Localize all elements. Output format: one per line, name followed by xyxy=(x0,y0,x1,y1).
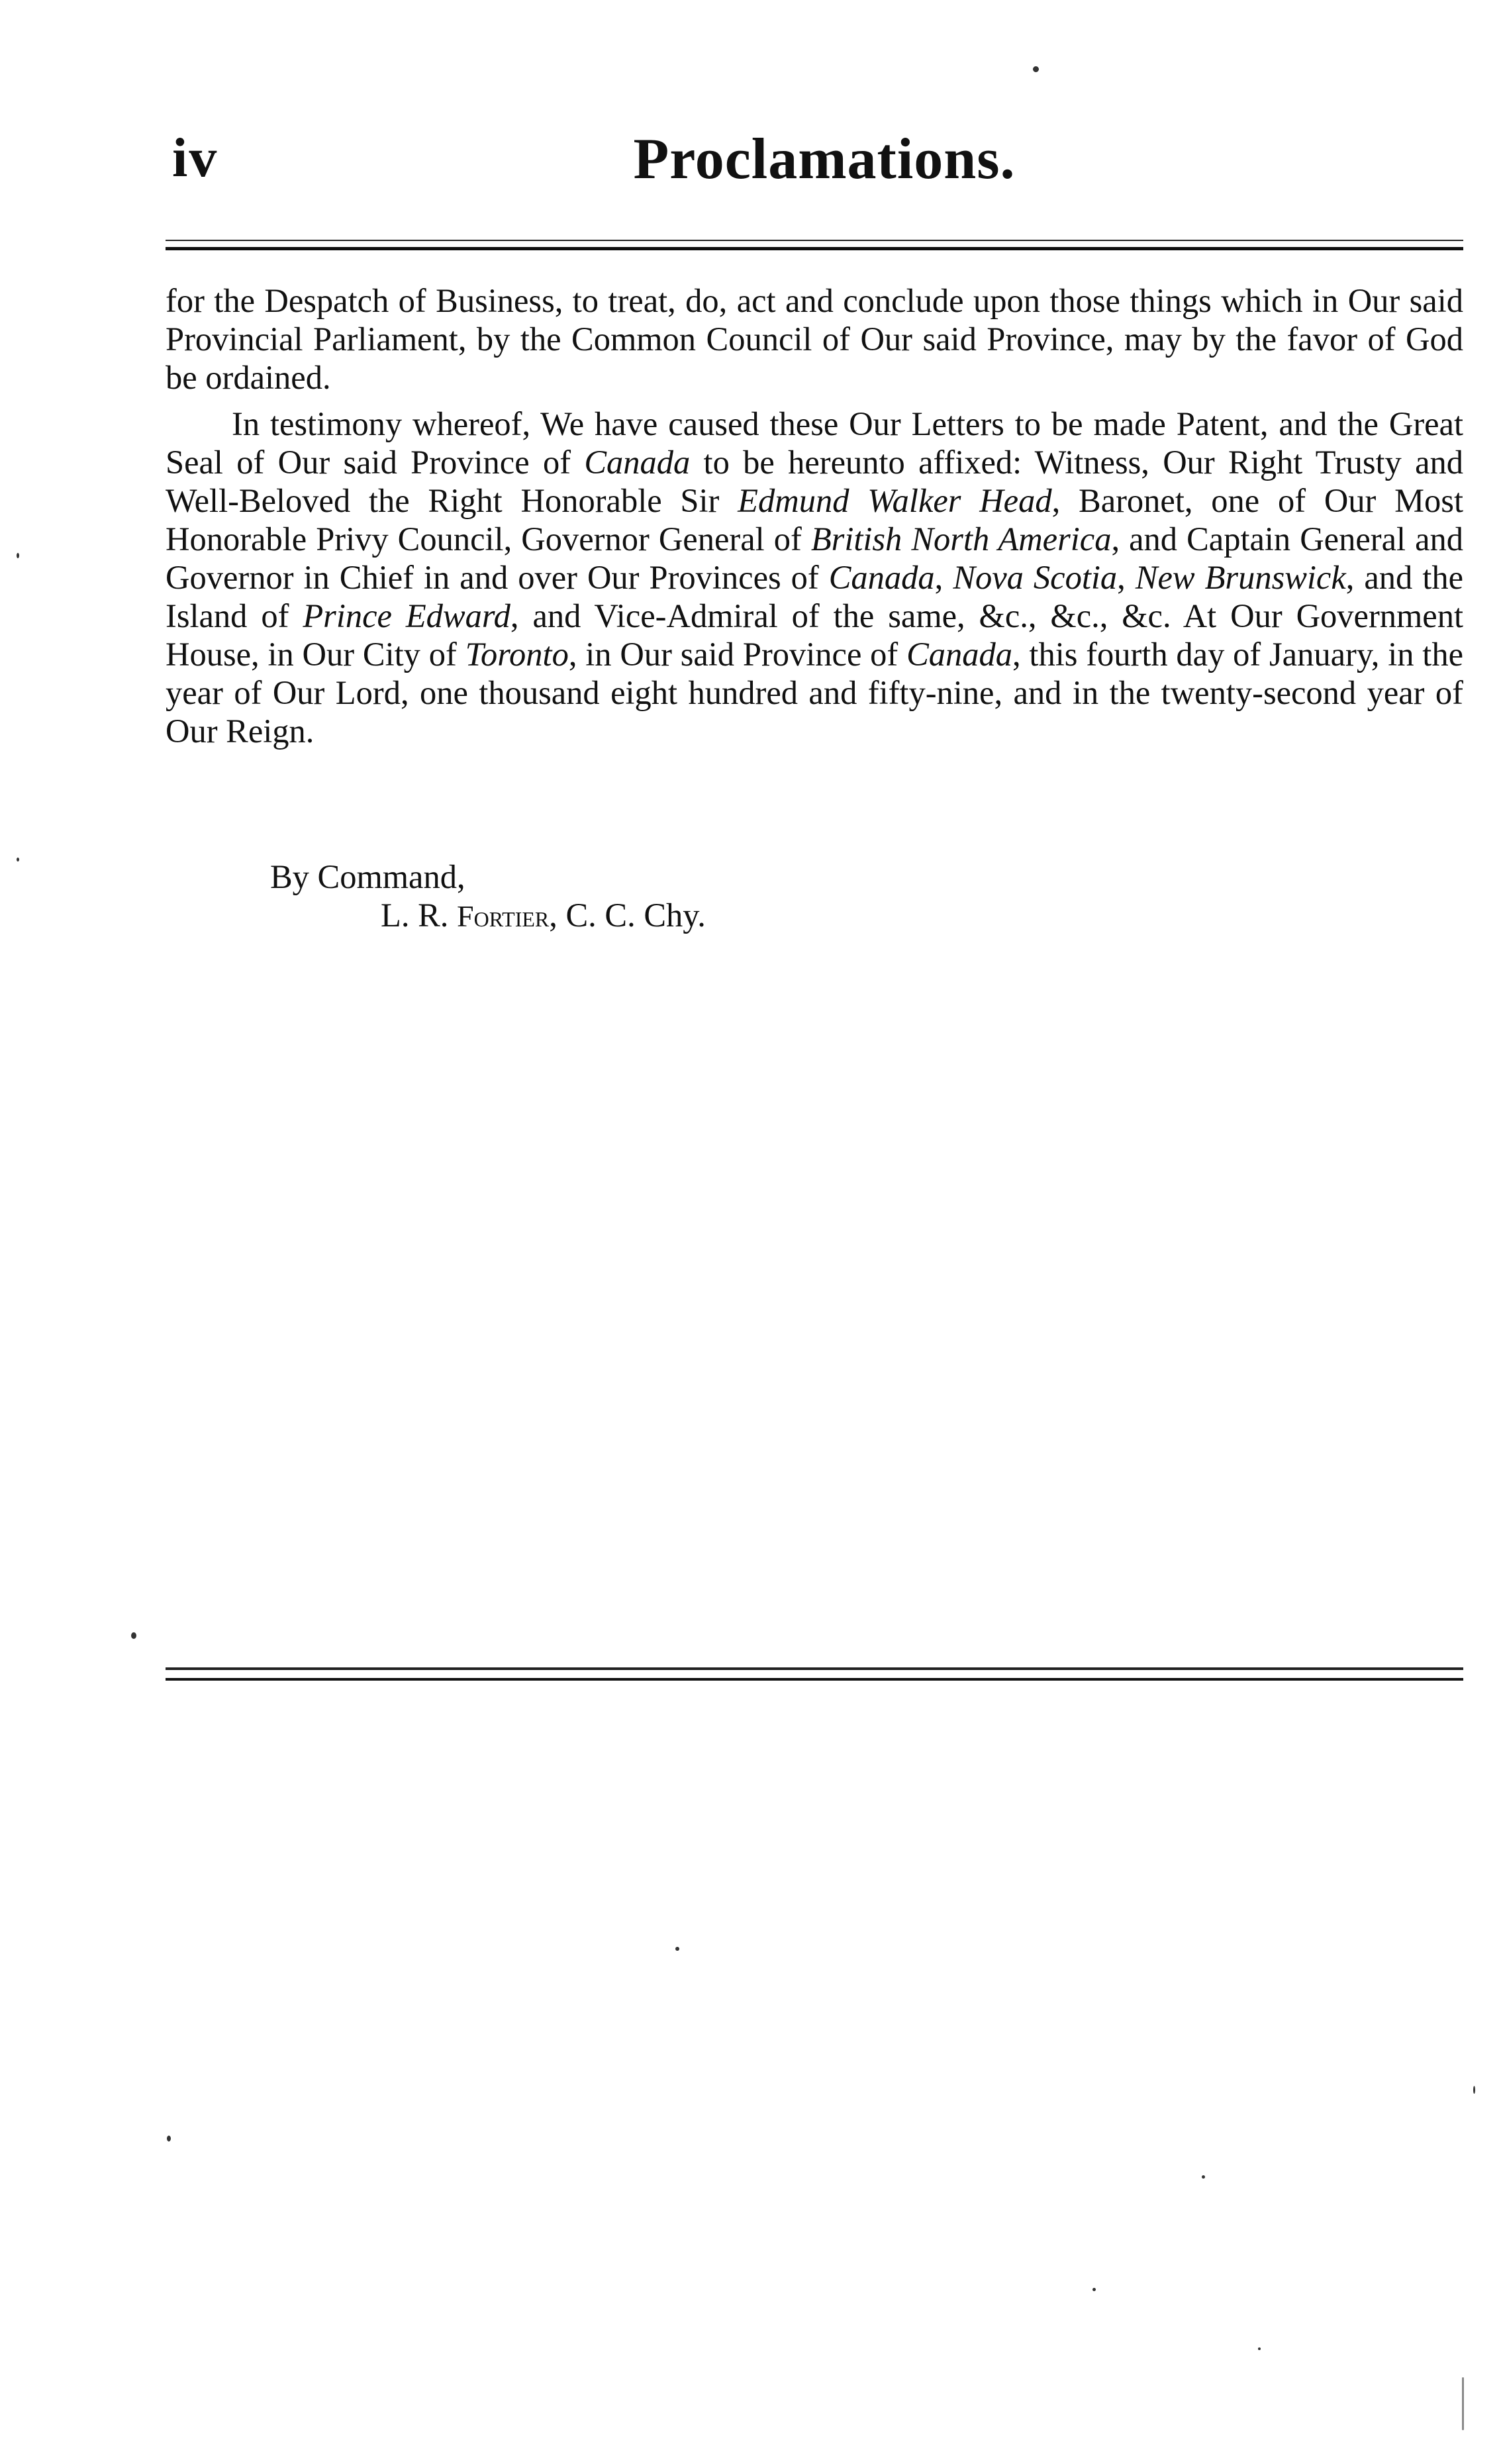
running-title: Proclamations. xyxy=(633,127,1016,191)
scan-speck xyxy=(17,553,19,558)
scan-speck xyxy=(1033,66,1039,72)
p2-italic-prince-edward: Prince Edward xyxy=(303,597,510,634)
body-text xyxy=(166,281,1463,758)
p2-text-8: , xyxy=(934,559,953,596)
paragraph-2 xyxy=(166,405,1463,750)
paragraph-1: for the Despatch of Business, to treat, do, act and conclude upon those things which in Our said Provincial Parliament, by the Common Council of Our said Province, may by the favor of God be ordained. xyxy=(166,282,1463,396)
scan-speck xyxy=(17,858,19,862)
page-header xyxy=(166,119,1457,199)
p2-text-2: to be hereunto affixed: Witness, Our Right Trusty and Well-Beloved the Right Honorable Sir xyxy=(166,444,1463,519)
p2-italic-edmund-walker-head: Edmund Walker Head xyxy=(738,482,1052,519)
signature-name-suffix: , C. C. Chy. xyxy=(549,897,706,934)
signature-surname: Fortier xyxy=(457,899,550,933)
page-number: iv xyxy=(172,127,218,189)
scan-speck xyxy=(1473,2086,1475,2094)
p2-italic-canada-3: Canada xyxy=(906,636,1012,673)
signature-by-command: By Command, xyxy=(270,858,465,895)
p2-text-10: , xyxy=(1117,559,1136,596)
scan-speck xyxy=(675,1947,679,1951)
scan-speck xyxy=(1202,2175,1205,2179)
p2-text-6: , and Captain General and Governor in Chief in and over Our Provinces of xyxy=(166,520,1463,596)
p2-text-18: , this fourth day of January, in the year of Our Lord, one thousand eight hundred and fifty-nine, and in the twenty-second year of Our Reign. xyxy=(166,636,1463,750)
scan-speck xyxy=(1258,2347,1261,2350)
p2-italic-toronto: Toronto xyxy=(465,636,569,673)
p2-italic-canada-2: Canada xyxy=(828,559,935,596)
signature-name xyxy=(381,896,706,936)
footer-rule xyxy=(166,1667,1463,1681)
signature-name-prefix: L. R. xyxy=(381,897,458,934)
p2-text-16: , in Our said Province of xyxy=(568,636,907,673)
scan-speck xyxy=(1092,2288,1096,2291)
scan-speck xyxy=(1462,2377,1464,2430)
p2-italic-nova-scotia: Nova Scotia xyxy=(953,559,1118,596)
p2-italic-british-north-america: British North America xyxy=(810,520,1112,558)
p2-text-4: , Baronet, one of Our Most Honorable Privy Council, Governor General of xyxy=(166,482,1463,558)
p2-text-0: In testimony whereof, We have caused these Our Letters to be made Patent, and the Great Seal of Our said Province of xyxy=(166,405,1463,481)
p2-text-14: , and Vice-Admiral of the same, &c., &c., &c. At Our Government House, in Our City of xyxy=(166,597,1464,673)
scan-speck xyxy=(167,2136,171,2142)
scan-speck xyxy=(131,1632,136,1639)
p2-italic-new-brunswick: New Brunswick xyxy=(1135,559,1346,596)
p2-italic-canada: Canada xyxy=(584,444,691,481)
p2-text-12: , and the Island of xyxy=(166,559,1464,634)
header-rule xyxy=(166,240,1463,250)
